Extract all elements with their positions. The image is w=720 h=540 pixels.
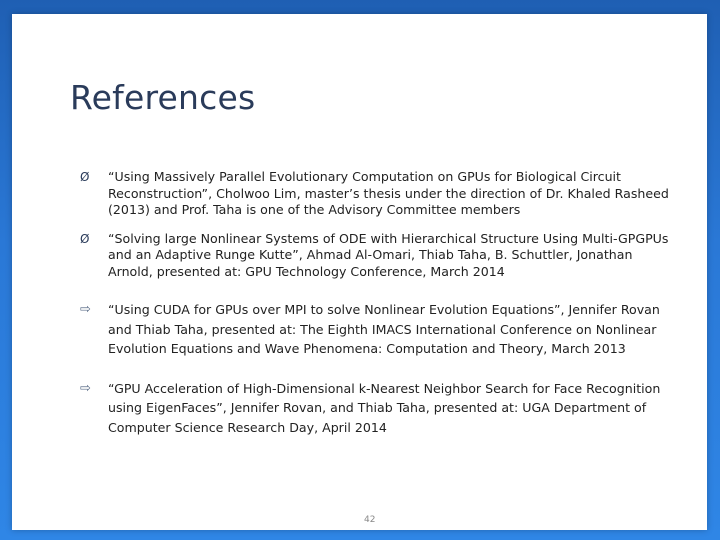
reference-item [80,169,670,219]
slide-title: References [70,78,256,117]
slide [12,14,707,530]
reference-list [80,169,670,437]
reference-item [80,231,670,281]
outline-arrow-bullet-icon: ⇨ [80,302,91,317]
reference-text: “GPU Acceleration of High-Dimensional k-Nearest Neighbor Search for Face Recognition using EigenFaces”, Jennifer Rovan, and Thiab Taha, presented at: UGA Department of Computer Science Research Day, April 2014 [108,380,661,435]
outline-arrow-bullet-icon: ⇨ [80,380,91,396]
reference-item [80,300,670,359]
arrowhead-bullet-icon: Ø [80,170,90,184]
reference-item [80,379,670,438]
reference-text: “Using Massively Parallel Evolutionary Computation on GPUs for Biological Circuit Reconstruction”, Cholwoo Lim, master’s thesis under the direction of Dr. Khaled Rasheed (2013) and Prof. Taha is one of the Advisory Committee members [108,169,669,217]
reference-text: “Using CUDA for GPUs over MPI to solve Nonlinear Evolution Equations”, Jennifer Rovan and Thiab Taha, presented at: The Eighth IMACS International Conference on Nonlinear Evolution Equations and Wave Phenomena: Computation and Theory, March 2013 [108,302,660,356]
reference-text: “Solving large Nonlinear Systems of ODE with Hierarchical Structure Using Multi-GPGPUs and an Adaptive Runge Kutte”, Ahmad Al-Omari, Thiab Taha, B. Schuttler, Jonathan Arnold, presented at: GPU Technology Conference, March 2014 [108,230,669,279]
page-number: 42 [364,515,376,525]
arrowhead-bullet-icon: Ø [80,231,90,246]
